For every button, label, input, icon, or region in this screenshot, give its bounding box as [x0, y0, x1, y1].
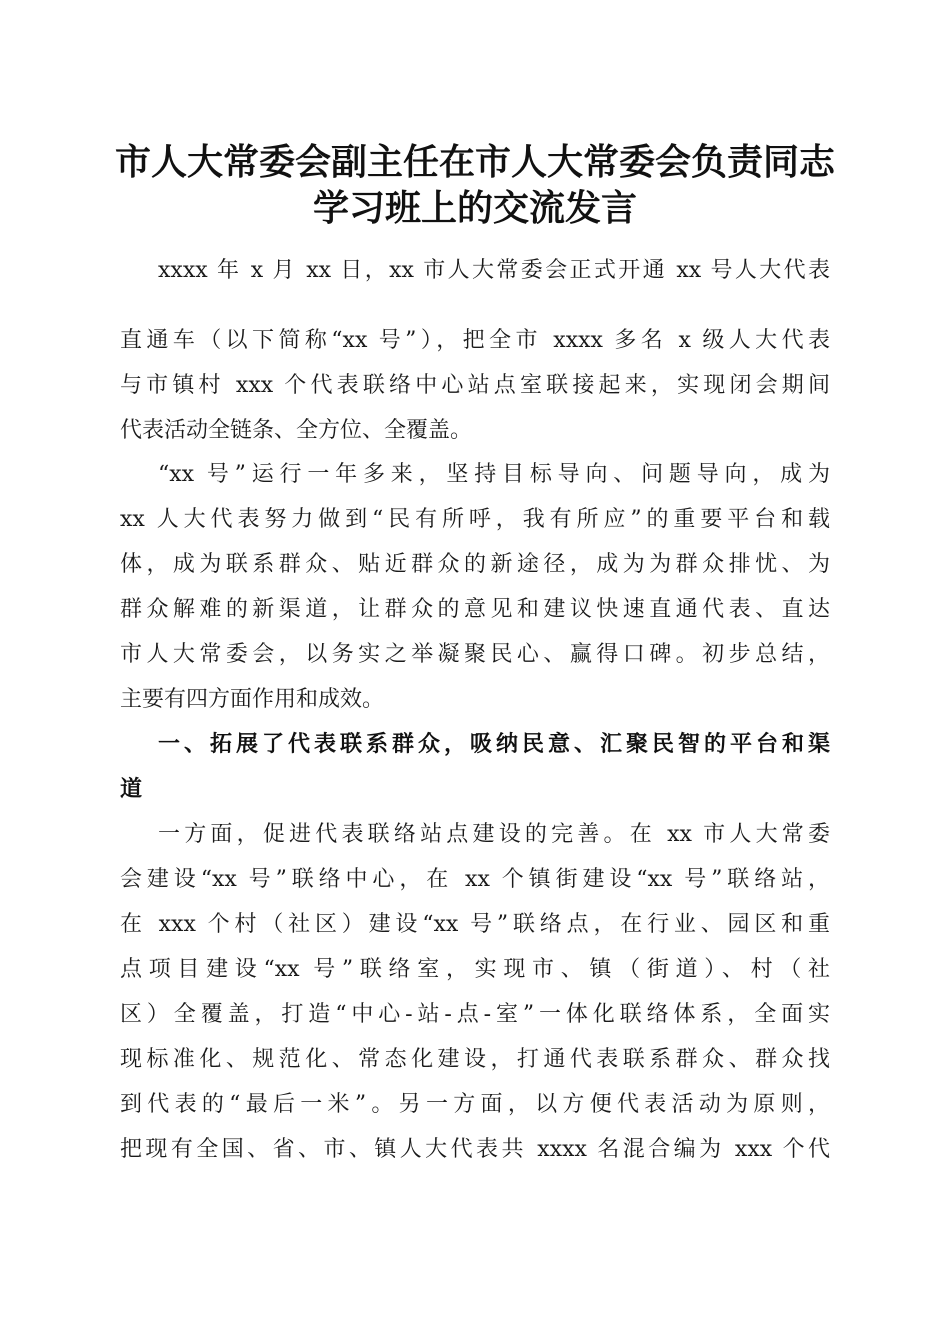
paragraph-3-line: 区）全覆盖，打造“中心-站-点-室”一体化联络体系，全面实 [120, 1002, 830, 1027]
paragraph-2-line: 主要有四方面作用和成效。 [120, 687, 385, 712]
paragraph-3-line: 到代表的“最后一米”。另一方面，以方便代表活动为原则， [120, 1092, 830, 1117]
paragraph-2-line: 体，成为联系群众、贴近群众的新途径，成为为群众排忧、为 [120, 552, 830, 577]
document-title-line-1: 市人大常委会副主任在市人大常委会负责同志 [114, 141, 835, 183]
paragraph-3-line: 在 xxx 个村（社区）建设“xx 号”联络点，在行业、园区和重 [120, 912, 830, 937]
paragraph-3-line: 点项目建设“xx 号”联络室，实现市、镇（街道）、村（社 [120, 957, 830, 982]
paragraph-2-line: “xx 号”运行一年多来，坚持目标导向、问题导向，成为 [158, 462, 830, 487]
document-title-line-2: 学习班上的交流发言 [312, 187, 637, 229]
paragraph-2-line: 市人大常委会，以务实之举凝聚民心、赢得口碑。初步总结， [120, 642, 830, 667]
paragraph-2-line: 群众解难的新渠道，让群众的意见和建议快速直通代表、直达 [120, 597, 830, 622]
section-heading-line: 道 [120, 777, 143, 802]
paragraph-1-line: 与市镇村 xxx 个代表联络中心站点室联接起来，实现闭会期间 [120, 373, 830, 398]
paragraph-2-line: xx 人大代表努力做到“民有所呼，我有所应”的重要平台和载 [120, 507, 830, 532]
paragraph-3-line: 一方面，促进代表联络站点建设的完善。在 xx 市人大常委 [158, 822, 830, 847]
section-heading-line: 一、拓展了代表联系群众，吸纳民意、汇聚民智的平台和渠 [158, 732, 830, 757]
paragraph-1-line: 直通车（以下简称“xx 号”），把全市 xxxx 多名 x 级人大代表 [120, 328, 830, 353]
paragraph-3-line: 现标准化、规范化、常态化建设，打通代表联系群众、群众找 [120, 1047, 830, 1072]
paragraph-3-line: 把现有全国、省、市、镇人大代表共 xxxx 名混合编为 xxx 个代 [120, 1137, 830, 1162]
paragraph-3-line: 会建设“xx 号”联络中心，在 xx 个镇街建设“xx 号”联络站， [120, 867, 830, 892]
paragraph-1-line: xxxx 年 x 月 xx 日，xx 市人大常委会正式开通 xx 号人大代表 [158, 258, 830, 283]
paragraph-1-line: 代表活动全链条、全方位、全覆盖。 [120, 418, 473, 443]
